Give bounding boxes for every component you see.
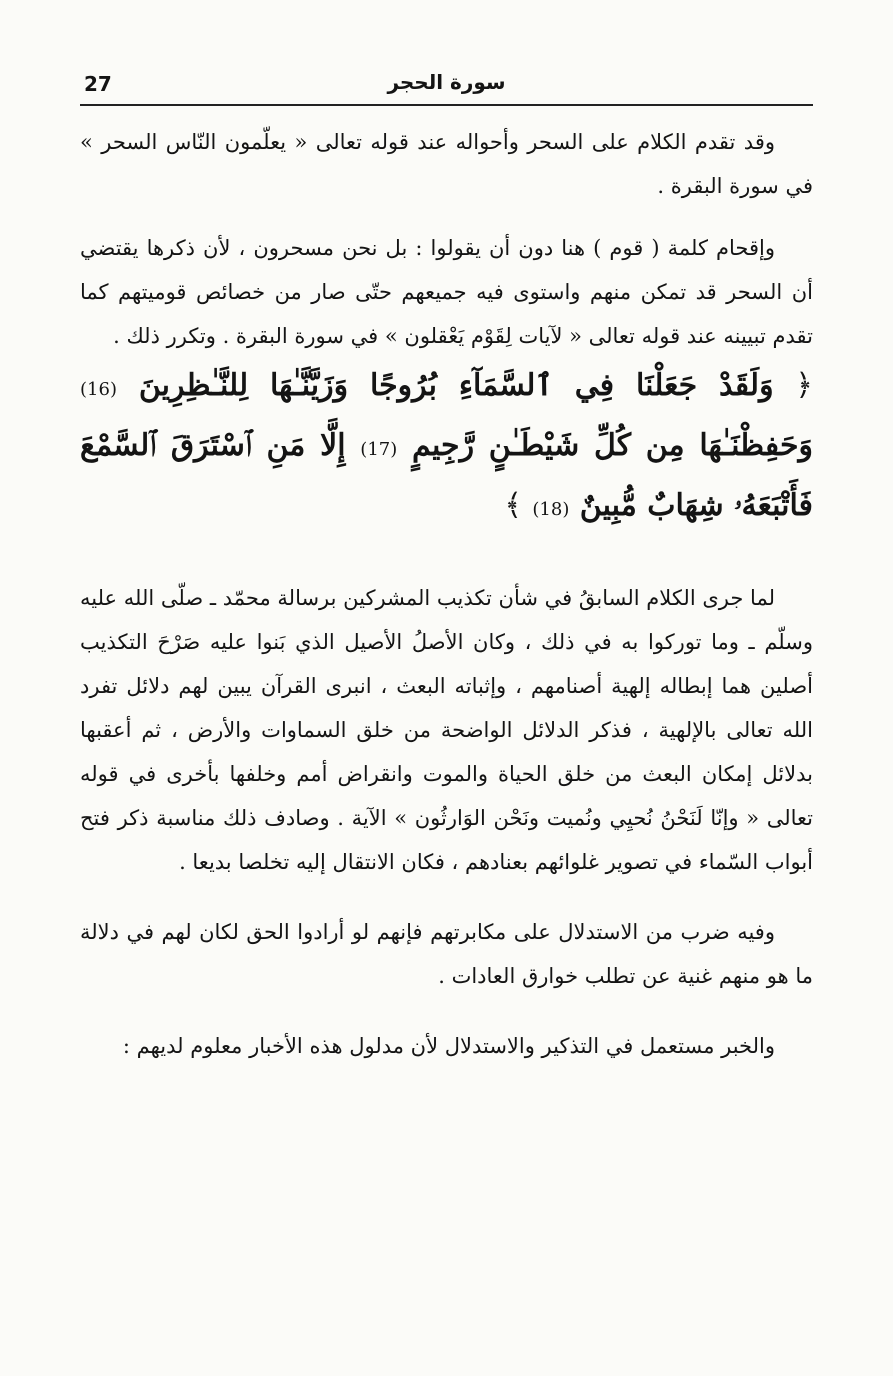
page-number: 27 (84, 72, 112, 96)
verse-number-16: (16) (80, 379, 117, 400)
verse-close-bracket: ﴾ (504, 488, 522, 523)
paragraph-commentary-main: لما جرى الكلام السابقُ في شأن تكذيب المشركين برسالة محمّد ـ صلّى الله عليه وسلّم ـ وما توركوا به في ذلك ، وكان الأصلُ الأصيل الذي بَنوا عليه صَرْحَ التكذيب أصلين هما إبطاله إلهية أصنامهم ، وإثباته البعث ، انبرى القرآن يبين لهم دلائل تفرد الله تعالى بالإلهية ، فذكر الدلائل الواضحة من خلق السماوات والأرض ، ثم أعقبها بدلائل إمكان البعث من خلق الحياة والموت وانقراض أمم وخلفها بأخرى في قوله تعالى « وإنّا لَنَحْنُ نُحيِي ونُميت ونَحْن الوَارثُون » الآية . وصادف ذلك مناسبة ذكر فتح أبواب السّماء في تصوير غلوائهم بعنادهم ، فكان الانتقال إليه تخلصا بديعا . (80, 586, 813, 874)
running-title: سورة الحجر (387, 70, 506, 94)
page-header (80, 66, 813, 106)
paragraph-sihr-reference: وقد تقدم الكلام على السحر وأحواله عند قوله تعالى « يعلّمون النّاس السحر » في سورة البقرة . (80, 130, 813, 198)
verse-number-18: (18) (532, 499, 570, 520)
paragraph-qawm-explanation: وإقحام كلمة ( قوم ) هنا دون أن يقولوا : بل نحن مسحرون ، لأن ذكرها يقتضي أن السحر قد تمكن منهم واستوى فيه جميعهم حتّى صار من خصائص قوميتهم كما تقدم تبيينه عند قوله تعالى « لآيات لِقَوْم يَعْقلون » في سورة البقرة . وتكرر ذلك . (80, 236, 813, 348)
body-text (80, 120, 813, 1068)
paragraph-istidlal: وفيه ضرب من الاستدلال على مكابرتهم فإنهم لو أرادوا الحق لكان لهم في دلالة ما هو منهم غنية عن تطلب خوارق العادات . (80, 920, 813, 988)
verse-17-text: وَحَفِظْنَـٰهَا مِن كُلِّ شَيْطَـٰنٍ رَّجِيمٍ (412, 428, 813, 463)
verse-number-17: (17) (360, 439, 398, 460)
paragraph-khabar: والخبر مستعمل في التذكير والاستدلال لأن مدلول هذه الأخبار معلوم لديهم : (122, 1034, 775, 1058)
quran-verse-block (80, 358, 813, 538)
verse-open-bracket: ﴿ (795, 368, 813, 403)
verse-16-text: وَلَقَدْ جَعَلْنَا فِي ٱلسَّمَآءِ بُرُوجًا وَزَيَّنَّـٰهَا لِلنَّـٰظِرِينَ (138, 368, 774, 403)
verse-18-text: إِلَّا مَنِ ٱسْتَرَقَ ٱلسَّمْعَ فَأَتْبَعَهُۥ شِهَابٌ مُّبِينٌ (80, 428, 813, 523)
